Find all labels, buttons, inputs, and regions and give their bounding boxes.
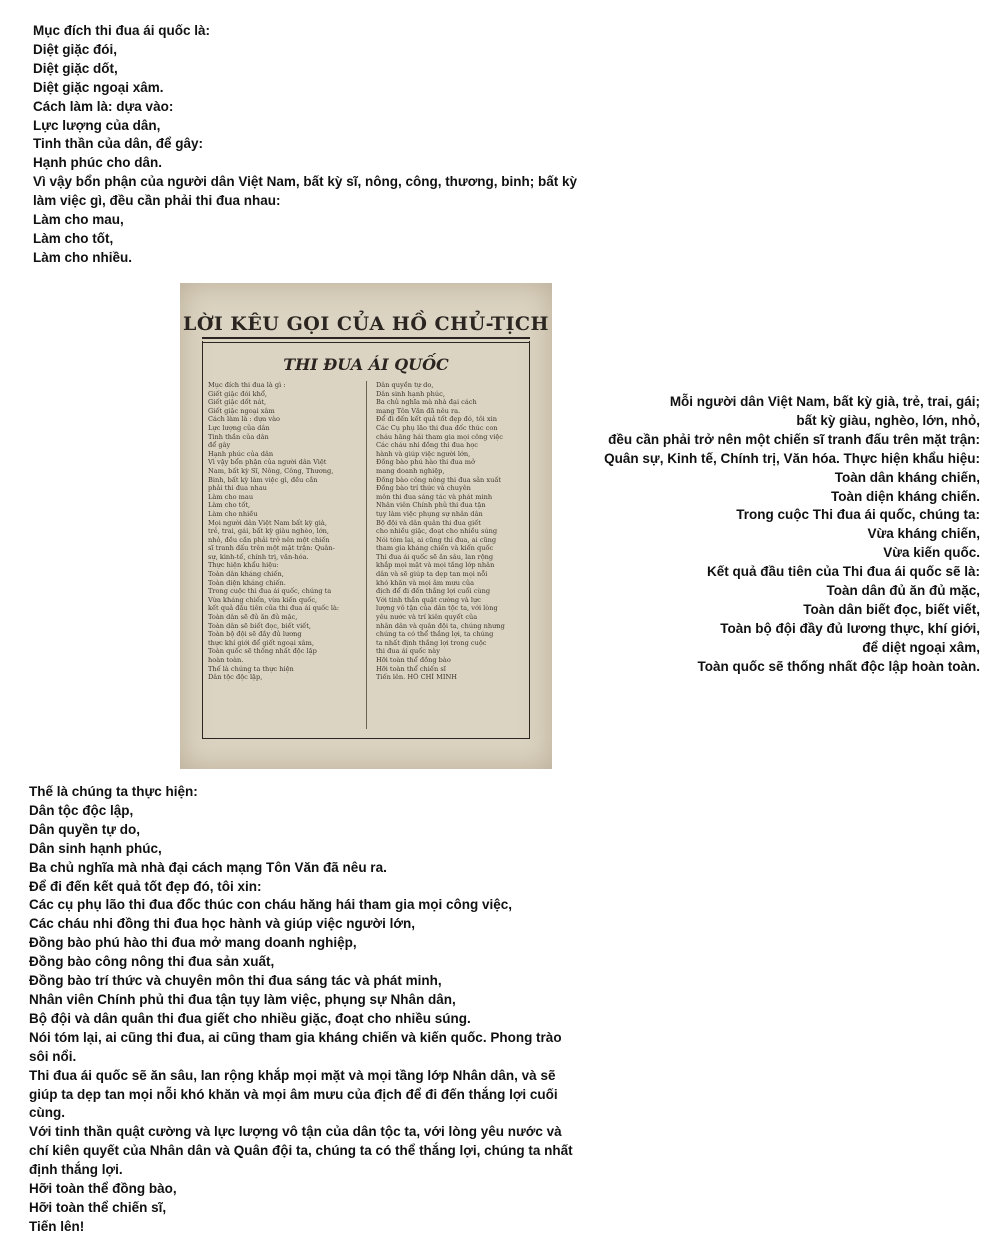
text-line: Cách làm là: dựa vào: bbox=[33, 98, 174, 114]
poster-text-line: Toàn dân sẽ biết đọc, biết viết, bbox=[208, 621, 311, 630]
text-line: Diệt giặc dốt, bbox=[33, 60, 118, 76]
poster-text-line: Cách làm là : dựa vào bbox=[208, 415, 280, 424]
text-line: sôi nổi. bbox=[29, 1048, 77, 1064]
poster-text-line: hoàn toàn. bbox=[208, 656, 244, 664]
poster-text-line: Tiến lên. HỒ CHÍ MINH bbox=[376, 673, 457, 682]
poster-text-line: Nói tóm lại, ai cũng thi đua, ai cũng bbox=[376, 535, 497, 544]
poster-text-line: Trong cuộc thi đua ái quốc, chúng ta bbox=[208, 587, 332, 596]
text-line: Nói tóm lại, ai cũng thi đua, ai cũng tham gia kháng chiến và kiến quốc. Phong trào bbox=[29, 1029, 562, 1045]
poster-text-line: khó khăn và mọi âm mưu của bbox=[376, 578, 474, 587]
text-line: làm việc gì, đều cần phải thi đua nhau: bbox=[33, 193, 281, 209]
poster-text-line: yêu nước và trí kiên quyết của bbox=[376, 613, 478, 622]
poster-text-line: khắp mọi mặt và mọi tầng lớp nhân bbox=[376, 561, 495, 570]
text-line: Lực lượng của dân, bbox=[33, 117, 161, 133]
poster-text-line: tham gia kháng chiến và kiến quốc bbox=[376, 544, 494, 553]
closing-text-block bbox=[29, 783, 573, 1237]
poster-text-line: Giết giặc đói khổ, bbox=[208, 389, 267, 398]
poster-text-line: địch để đi đến thắng lợi cuối cùng bbox=[376, 587, 491, 596]
poster-text-line: Thi đua ái quốc sẽ ăn sâu, lan rộng bbox=[376, 552, 494, 561]
poster-text-line: thi đua ái quốc này bbox=[376, 647, 440, 656]
poster-subtitle: THI ĐUA ÁI QUỐC bbox=[283, 355, 449, 374]
poster-text-line: Mọi người dân Việt Nam bất kỳ già, bbox=[208, 518, 327, 527]
poster-text-line: sự, kinh-tế, chính trị, văn-hóa. bbox=[208, 552, 309, 561]
historical-poster-image bbox=[180, 283, 552, 769]
text-line: định thắng lợi. bbox=[29, 1162, 123, 1178]
poster-text-line: Nam, bất kỳ Sĩ, Nông, Công, Thương, bbox=[208, 466, 334, 475]
text-line: Nhân viên Chính phủ thi đua tận tụy làm việc, phụng sự Nhân dân, bbox=[29, 991, 456, 1007]
text-line: Để đi đến kết quả tốt đẹp đó, tôi xin: bbox=[29, 878, 262, 894]
poster-text-line: tụy làm việc phụng sự nhân dân bbox=[376, 509, 483, 518]
poster-text-line: Tinh thần của dân bbox=[208, 432, 269, 441]
text-line: Vì vậy bổn phận của người dân Việt Nam, bất kỳ sĩ, nông, công, thương, binh; bất kỳ bbox=[33, 174, 578, 190]
text-line: Hỡi toàn thể đồng bào, bbox=[29, 1181, 177, 1197]
text-line: Với tinh thần quật cường và lực lượng vô tận của dân tộc ta, với lòng yêu nước và bbox=[29, 1124, 562, 1140]
text-line: giúp ta dẹp tan mọi nỗi khó khăn và mọi âm mưu của địch để đi đến thắng lợi cuối bbox=[29, 1086, 558, 1102]
poster-text-line: Toàn diện kháng chiến. bbox=[208, 578, 286, 587]
poster-text-line: thực khí giới để giết ngoại xâm, bbox=[208, 638, 314, 647]
text-line: Tiến lên! bbox=[29, 1218, 85, 1234]
text-line: Các cụ phụ lão thi đua đốc thúc con cháu hăng hái tham gia mọi công việc, bbox=[29, 897, 513, 913]
poster-text-line: Mục đích thi đua là gì : bbox=[208, 381, 286, 389]
poster-text-line: Lực lượng của dân bbox=[208, 423, 270, 432]
poster-text-line: Làm cho nhiều bbox=[208, 509, 258, 518]
text-line: Bộ đội và dân quân thi đua giết cho nhiều giặc, đoạt cho nhiều súng. bbox=[29, 1010, 471, 1026]
poster-text-line: cháu hăng hái tham gia mọi công việc bbox=[376, 432, 503, 441]
text-line: Mục đích thi đua ái quốc là: bbox=[33, 23, 211, 38]
text-line: Dân sinh hạnh phúc, bbox=[29, 840, 162, 856]
poster-text-line: Dân tộc độc lập, bbox=[208, 673, 263, 682]
poster-text-line: Làm cho mau bbox=[208, 492, 254, 501]
poster-text-line: Toàn bộ đội sẽ đầy đủ lương bbox=[208, 630, 302, 639]
poster-text-line: Vừa kháng chiến, vừa kiến quốc, bbox=[208, 595, 318, 604]
text-line: Tinh thần của dân, để gây: bbox=[33, 136, 204, 152]
text-line: Diệt giặc ngoại xâm. bbox=[33, 79, 164, 95]
poster-text-line: kết quả đầu tiên của thi đua ái quốc là: bbox=[208, 604, 340, 613]
poster-text-line: cho nhiều giặc, đoạt cho nhiều súng bbox=[376, 527, 498, 536]
poster-text-line: mang doanh nghiệp, bbox=[376, 466, 445, 475]
text-line: Hạnh phúc cho dân. bbox=[33, 155, 163, 171]
poster-text-line: Các cháu nhi đồng thi đua học bbox=[376, 441, 479, 450]
text-line: Làm cho nhiều. bbox=[33, 249, 133, 265]
poster-text-line: Toàn dân sẽ đủ ăn đủ mặc, bbox=[208, 613, 298, 622]
poster-text-line: lượng vô tận của dân tộc ta, với lòng bbox=[376, 604, 498, 613]
poster-text-line: môn thi đua sáng tác và phát minh bbox=[376, 492, 493, 501]
poster-text-line: ta nhất định thắng lợi trong cuộc bbox=[376, 638, 487, 647]
poster-text-line: dân và sẽ giúp ta dẹp tan mọi nỗi bbox=[376, 570, 488, 579]
poster-text-line: Để đi đến kết quả tốt đẹp đó, tôi xin bbox=[376, 415, 497, 424]
poster-text-line: Vì vậy bổn phận của người dân Việt bbox=[208, 458, 327, 467]
poster-text-line: phải thi đua nhau bbox=[208, 484, 267, 493]
poster-text-line: Với tinh thần quật cường và lực bbox=[376, 595, 481, 604]
text-line: chí kiên quyết của Nhân dân và Quân đội ta, chúng ta có thể thắng lợi, chúng ta nhất bbox=[29, 1143, 573, 1159]
text-line: Toàn dân biết đọc, biết viết, bbox=[803, 601, 980, 617]
poster-text-line: nhỏ, đều cần phải trở nên một chiến bbox=[208, 535, 330, 544]
text-line: Toàn dân kháng chiến, bbox=[834, 469, 980, 485]
poster-text-line: nhân dân và quân đội ta, chúng nhưng bbox=[376, 621, 505, 630]
text-line: Diệt giặc đói, bbox=[33, 41, 118, 57]
text-line: Mỗi người dân Việt Nam, bất kỳ già, trẻ, trai, gái; bbox=[669, 394, 980, 409]
poster-text-line: Đồng bào phú hào thi đua mở bbox=[376, 458, 476, 467]
text-line: Ba chủ nghĩa mà nhà đại cách mạng Tôn Văn đã nêu ra. bbox=[29, 859, 387, 875]
poster-left-column bbox=[208, 381, 358, 682]
text-line: Dân tộc độc lập, bbox=[29, 802, 134, 818]
text-line: bất kỳ giàu, nghèo, lớn, nhỏ, bbox=[796, 412, 980, 428]
text-line: Thế là chúng ta thực hiện: bbox=[29, 784, 198, 799]
poster-text-line: Thực hiện khẩu hiệu: bbox=[208, 561, 279, 570]
poster-text-line: Binh, bất kỳ làm việc gì, đều cần bbox=[208, 475, 318, 484]
text-line: Quân sự, Kinh tế, Chính trị, Văn hóa. Thực hiện khẩu hiệu: bbox=[604, 450, 980, 466]
poster-title: LỜI KÊU GỌI CỦA HỒ CHỦ-TỊCH bbox=[182, 313, 550, 335]
text-line: Đồng bào phú hào thi đua mở mang doanh nghiệp, bbox=[29, 935, 357, 951]
text-line: Trong cuộc Thi đua ái quốc, chúng ta: bbox=[736, 507, 980, 523]
poster-text-line: chúng ta có thể thắng lợi, ta chúng bbox=[376, 630, 494, 639]
text-line: Làm cho mau, bbox=[33, 212, 124, 228]
right-text-block bbox=[604, 393, 980, 677]
text-line: Các cháu nhi đồng thi đua học hành và giúp việc người lớn, bbox=[29, 916, 415, 932]
text-line: Toàn quốc sẽ thống nhất độc lập hoàn toàn. bbox=[697, 658, 980, 674]
poster-text-line: Đồng bào trí thức và chuyên bbox=[376, 484, 471, 493]
poster-text-line: Nhân viên Chính phủ thi đua tận bbox=[376, 501, 486, 510]
poster-text-line: Dân quyền tự do, bbox=[376, 381, 434, 389]
text-line: Thi đua ái quốc sẽ ăn sâu, lan rộng khắp mọi mặt và mọi tầng lớp Nhân dân, và sẽ bbox=[29, 1067, 556, 1083]
text-line: Vừa kiến quốc. bbox=[883, 545, 980, 561]
text-line: Làm cho tốt, bbox=[33, 230, 114, 246]
intro-text-block bbox=[33, 22, 577, 268]
poster-text-line: Toàn quốc sẽ thống nhất độc lập bbox=[208, 647, 317, 656]
text-line: Hỡi toàn thể chiến sĩ, bbox=[29, 1199, 167, 1215]
text-line: Toàn diện kháng chiến. bbox=[830, 488, 980, 504]
poster-text-line: Ba chủ nghĩa mà nhà đại cách bbox=[376, 398, 477, 407]
poster-text-line: Hạnh phúc của dân bbox=[208, 449, 274, 458]
poster-text-line: Bộ đội và dân quân thi đua giết bbox=[376, 518, 481, 527]
text-line: Kết quả đầu tiên của Thi đua ái quốc sẽ là: bbox=[706, 564, 980, 580]
text-line: Dân quyền tự do, bbox=[29, 821, 141, 837]
poster-text-line: trẻ, trai, gái, bất kỳ giàu nghèo, lớn, bbox=[208, 527, 330, 536]
poster-text-line: Giết giặc dốt nát, bbox=[208, 398, 267, 407]
text-line: Toàn dân đủ ăn đủ mặc, bbox=[826, 583, 980, 599]
text-line: cùng. bbox=[29, 1105, 65, 1121]
text-line: đều cần phải trở nên một chiến sĩ tranh đấu trên mặt trận: bbox=[608, 431, 980, 447]
poster-text-line: để gây bbox=[208, 441, 231, 450]
text-line: Vừa kháng chiến, bbox=[867, 526, 980, 542]
text-line: Đồng bào công nông thi đua sản xuất, bbox=[29, 954, 275, 970]
poster-text-line: mạng Tôn Văn đã nêu ra. bbox=[376, 406, 461, 415]
poster-text-line: Hỡi toàn thể chiến sĩ bbox=[376, 664, 446, 673]
poster-text-line: Thế là chúng ta thực hiện bbox=[208, 664, 294, 673]
poster-text-line: Đồng bào công nông thi đua sản xuất bbox=[376, 475, 502, 484]
poster-text-line: Hỡi toàn thể đồng bào bbox=[376, 656, 451, 664]
text-line: Toàn bộ đội đầy đủ lương thực, khí giới, bbox=[720, 620, 980, 636]
text-line: để diệt ngoại xâm, bbox=[862, 639, 980, 655]
poster-text-line: Làm cho tốt, bbox=[208, 501, 251, 510]
poster-text-line: Toàn dân kháng chiến, bbox=[208, 570, 284, 579]
poster-text-line: sĩ tranh đấu trên một mặt trận: Quân- bbox=[208, 544, 335, 553]
poster-column-divider bbox=[366, 381, 367, 729]
poster-text-line: Dân sinh hạnh phúc, bbox=[376, 389, 445, 398]
poster-text-line: hành và giúp việc người lớn, bbox=[376, 449, 471, 458]
poster-text-line: Các Cụ phụ lão thi đua đốc thúc con bbox=[376, 423, 498, 432]
poster-right-column bbox=[376, 381, 526, 682]
poster-text-line: Giết giặc ngoại xâm bbox=[208, 406, 275, 415]
text-line: Đồng bào trí thức và chuyên môn thi đua sáng tác và phát minh, bbox=[29, 973, 442, 989]
